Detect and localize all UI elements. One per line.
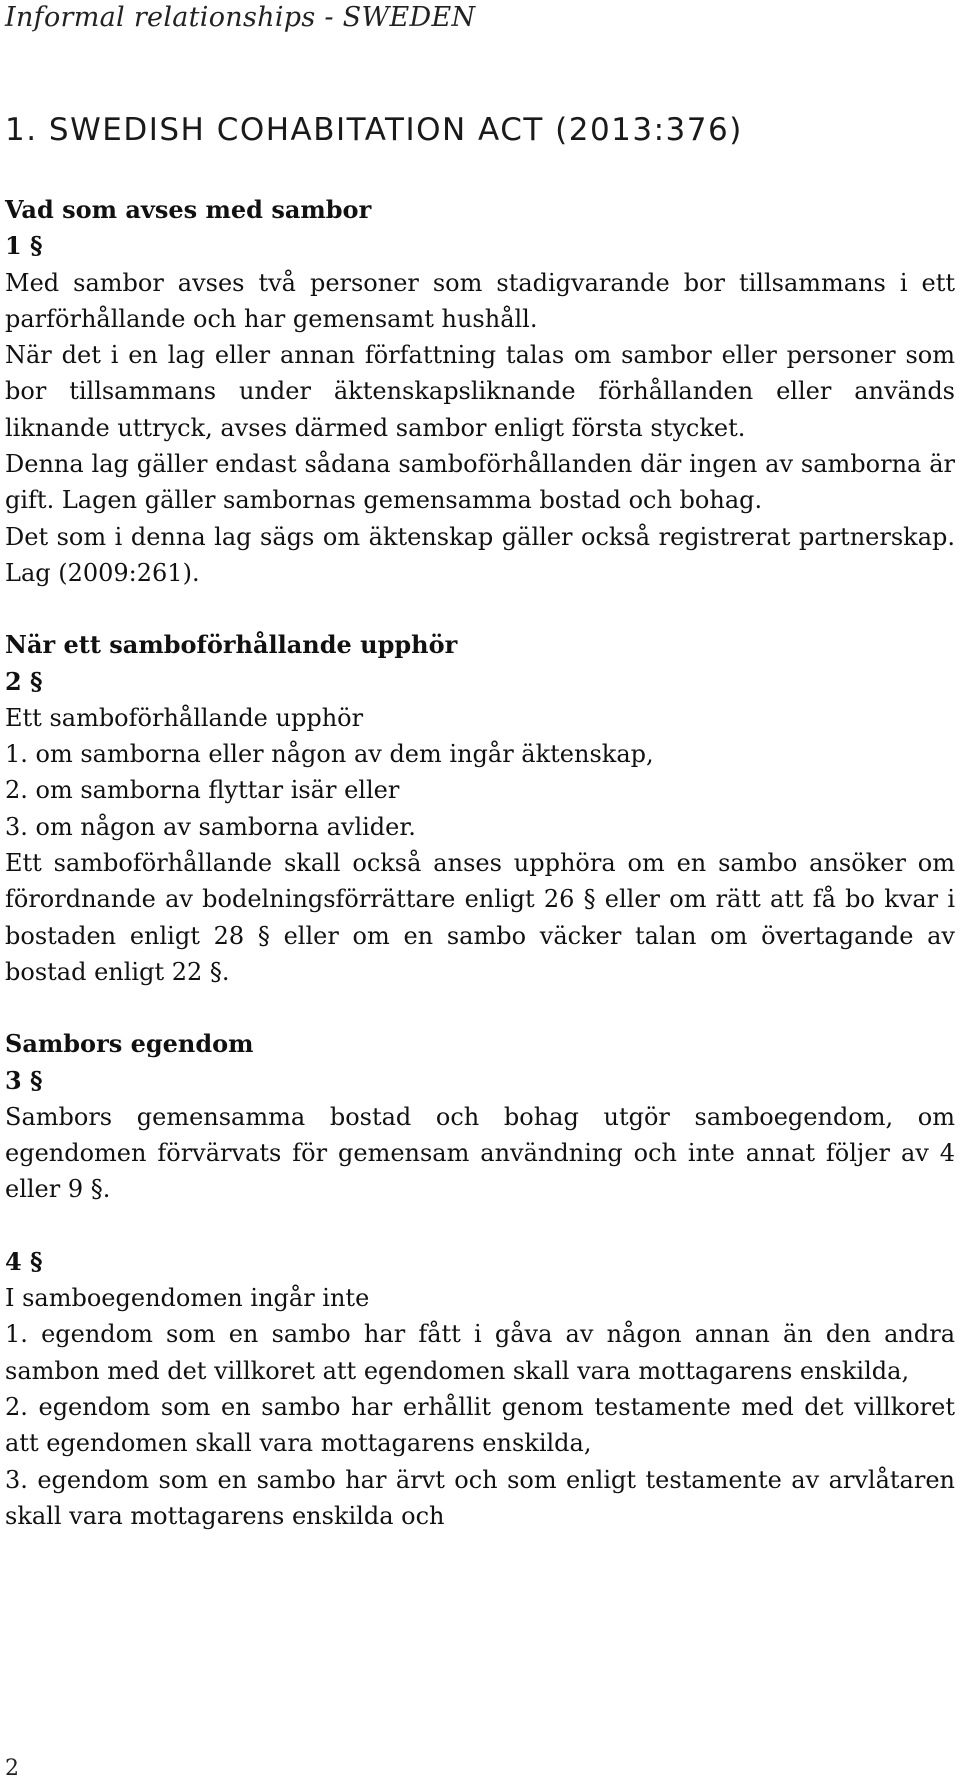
list-item: 2. om samborna flyttar isär eller [5,776,400,805]
paragraph-text: Det som i denna lag sägs om äktenskap gäller också registrerat partnerskap. Lag (2009:261). [5,522,955,587]
page-number: 2 [5,1756,19,1781]
section-heading: När ett samboförhållande upphör [5,630,458,660]
list-item: 1. egendom som en sambo har fått i gåva av någon annan än den andra sambon med det villkoret att egendomen skall vara mottagarens enskilda, [5,1320,955,1385]
list-item: 2. egendom som en sambo har erhållit genom testamente med det villkoret att egendomen skall vara mottagarens enskilda, [5,1392,955,1458]
paragraph-text: Med sambor avses två personer som stadigvarande bor tillsammans i ett parförhållande och har gemensamt hushåll. [5,268,955,333]
paragraph-text: Sambors gemensamma bostad och bohag utgör samboegendom, om egendomen förvärvats för gemensam användning och inte annat följer av 4 eller 9 §. [5,1102,955,1204]
paragraph-text: När det i en lag eller annan författning talas om sambor eller personer som bor tillsammans under äktenskapsliknande förhållanden eller används liknande uttryck, avses därmed sambor enligt första stycket. [5,341,955,442]
list-item: 3. egendom som en sambo har ärvt och som enligt testamente av arvlåtaren skall vara mottagarens enskilda och [5,1465,955,1530]
paragraph-number: 1 § [5,231,43,261]
paragraph-number: 3 § [5,1065,43,1095]
running-header: Informal relationships - SWEDEN [5,2,476,33]
paragraph-number: 4 § [5,1246,43,1276]
list-item: 1. om samborna eller någon av dem ingår äktenskap, [5,740,654,769]
paragraph-text: Ett samboförhållande upphör [5,703,364,732]
section-heading: Vad som avses med sambor [5,195,372,224]
paragraph-text: I samboegendomen ingår inte [5,1284,370,1313]
paragraph-text: Ett samboförhållande skall också anses upphöra om en sambo ansöker om förordnande av bodelningsförrättare enligt 26 § eller om rätt att få bo kvar i bostaden enligt 28 § eller om en sambo väcker talan om övertagande av bostad enligt 22 §. [5,849,955,986]
document-title: 1. SWEDISH COHABITATION ACT (2013:376) [5,112,743,148]
section-heading: Sambors egendom [5,1029,254,1059]
document-body [5,192,955,1534]
paragraph-number: 2 § [5,666,43,696]
paragraph-text: Denna lag gäller endast sådana samboförhållanden där ingen av samborna är gift. Lagen gäller sambornas gemensamma bostad och bohag. [5,450,955,515]
list-item: 3. om någon av samborna avlider. [5,812,416,841]
